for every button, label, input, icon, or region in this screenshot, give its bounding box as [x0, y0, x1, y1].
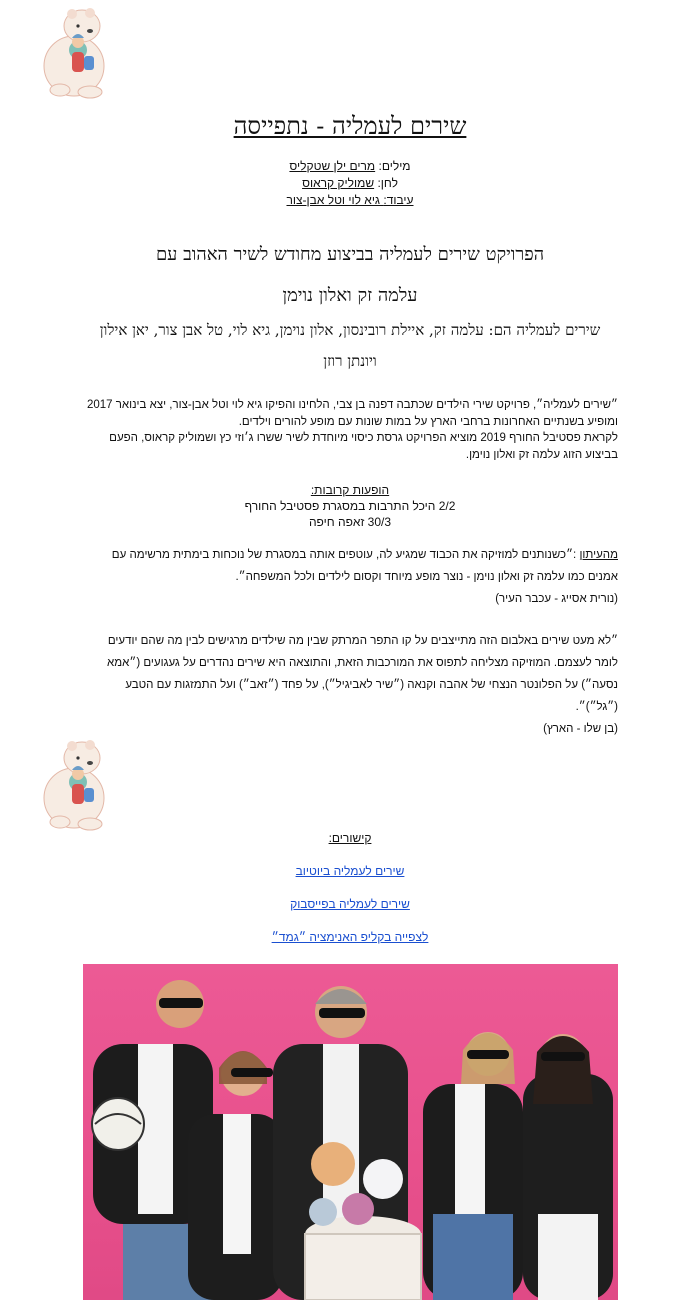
performance-item: 30/3 זאפה חיפה — [308, 515, 392, 529]
facebook-link[interactable]: שירים לעמליה בפייסבוק — [290, 897, 410, 911]
press-quote-text: :״כשנותנים למוזיקה את הכבוד שמגיע לה, עוטפים אותה במסגרת של נוכחות בימתית מרשימה עם אמנים כמו עלמה זק ואלון נוימן - נוצר מופע מיוחד וקסום לילדים ולכל המשפחה״. — [111, 549, 618, 583]
credit-music-name[interactable]: שמוליק קראוס — [302, 176, 375, 190]
performance-item: 2/2 היכל התרבות במסגרת פסטיבל החורף — [244, 499, 456, 513]
page-title: שירים לעמליה - נתפייסה — [233, 112, 467, 140]
performances-block — [0, 482, 700, 530]
band-member-figure — [423, 1032, 523, 1300]
review-quote — [82, 630, 618, 740]
polar-bear-illustration-top — [32, 4, 112, 104]
credit-arrangement[interactable] — [0, 192, 700, 209]
headline-line-2: עלמה זק ואלון נוימן — [282, 285, 418, 306]
facebook-link-row — [0, 897, 700, 911]
credit-music — [0, 175, 700, 192]
intro-paragraph-1: ״שירים לעמליה״, פרויקט שירי הילדים שכתבה דפנה בן צבי, הלחינו והפיקו גיא לוי וטל אבן-צור, יצא בינואר 2017 ומופיע בשנתיים האחרונות ברחבי הארץ על במות שונות עם מופע להורים וילדים. — [86, 399, 618, 428]
clip-link-row — [0, 930, 700, 944]
youtube-link-row — [0, 864, 700, 878]
members-line-1: שירים לעמליה הם: עלמה זק, איילת רובינסון, אלון נוימן, גיא לוי, טל אבן צור, יאן אילון — [99, 321, 601, 339]
credit-arrangement-label: עיבוד: — [383, 193, 414, 207]
headline-line-1: הפרויקט שירים לעמליה בביצוע מחודש לשיר האהוב עם — [155, 244, 545, 265]
members-line-2: ויונתן רוזן — [323, 352, 377, 370]
review-quote-source: (בן שלו - הארץ) — [543, 723, 618, 735]
performances-heading: הופעות קרובות: — [310, 483, 390, 497]
press-quote — [82, 544, 618, 610]
links-heading: קישורים: — [328, 831, 372, 845]
credit-arrangement-name: גיא לוי וטל אבן-צור — [286, 193, 381, 207]
credit-lyrics — [0, 158, 700, 175]
band-photo — [83, 964, 618, 1300]
credit-lyrics-label: מילים: — [378, 159, 411, 173]
credit-music-label: לחן: — [377, 176, 398, 190]
press-quote-label: מהעיתון — [579, 549, 618, 561]
press-quote-source: (נורית אסייג - עכבר העיר) — [495, 593, 618, 605]
band-member-figure — [523, 1034, 613, 1300]
intro-paragraph-2: לקראת פסטיבל החורף 2019 מוציא הפרויקט גרסת כיסוי מיוחדת לשיר ששרו ג׳וזי כץ ושמוליק קראוס, הפעם בביצוע הזוג עלמה זק ואלון נוימן. — [109, 432, 618, 461]
credits-block — [0, 158, 700, 209]
animation-clip-link[interactable]: לצפייה בקליפ האנימציה ״גמד״ — [271, 930, 429, 944]
polar-bear-illustration-bottom — [32, 736, 112, 836]
review-quote-text: ״לא מעט שירים באלבום הזה מתייצבים על קו התפר המרתק שבין מה שילדים מרגישים לבין מה שהם יודעים לומר לעצמם. המוזיקה מצליחה לתפוס את המורכבות הזאת, והתוצאה היא שירים נהדרים על געגועים (״אמא נסעה״) על הפלונטר הנצחי של אהבה וקנאה (״שיר לאביגיל״), על פחד (״זאב״) ועל התמזגות עם הטבע (״גל״)״. — [107, 635, 618, 713]
youtube-link[interactable]: שירים לעמליה ביוטיוב — [295, 864, 405, 878]
credit-lyrics-name[interactable]: מרים ילן שטקליס — [289, 159, 376, 173]
